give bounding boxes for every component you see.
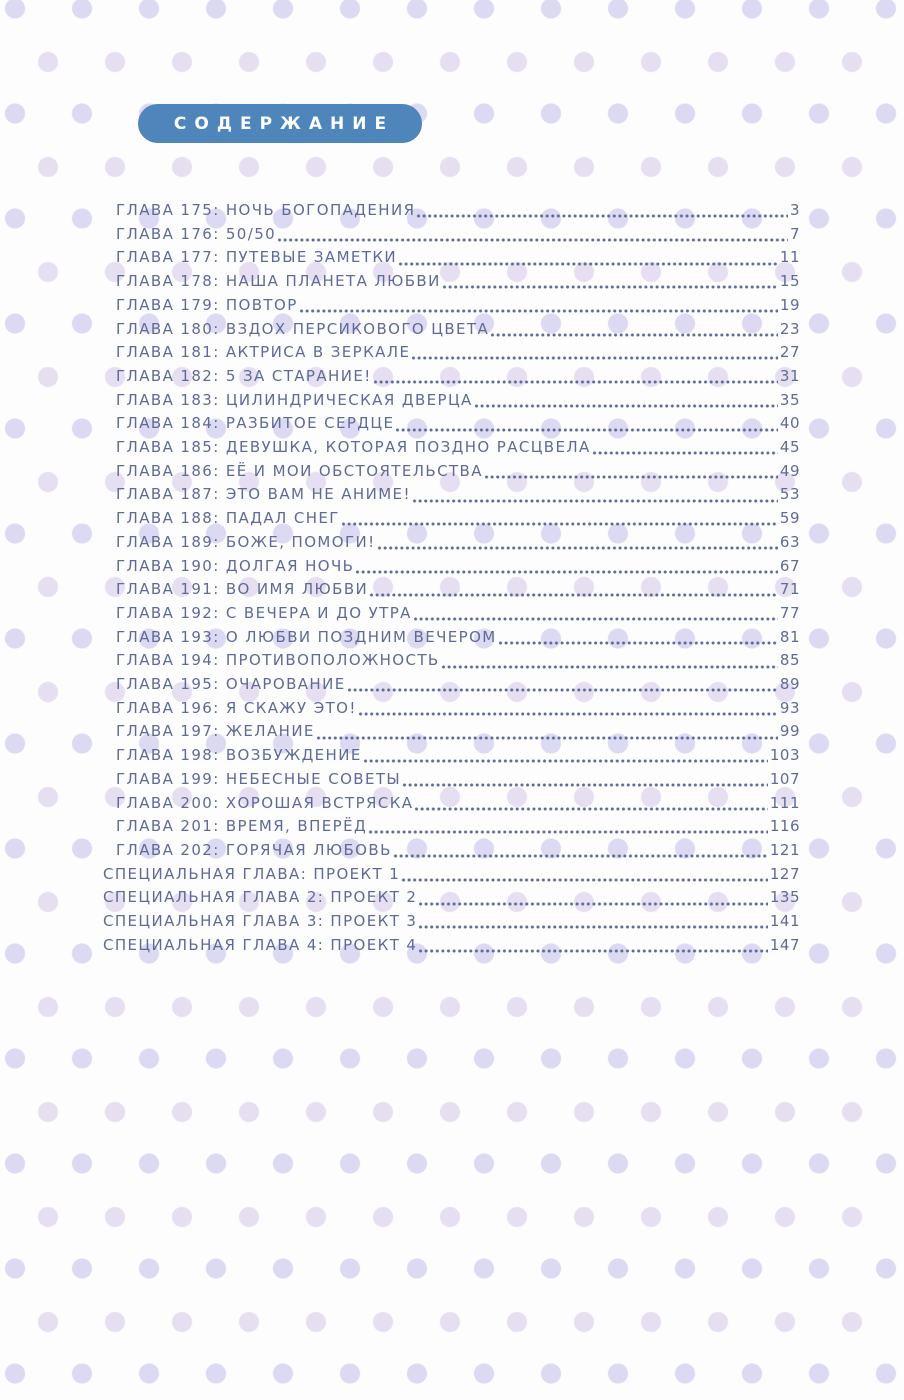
toc-entry-page: 7 bbox=[789, 224, 800, 243]
toc-entry-page: 63 bbox=[779, 532, 800, 551]
toc-entry-page: 111 bbox=[769, 793, 800, 812]
toc-entry bbox=[103, 318, 800, 342]
toc-entry bbox=[103, 815, 800, 839]
toc-dot-leader bbox=[299, 309, 778, 313]
toc-dot-leader bbox=[490, 333, 778, 337]
toc-entry-page: 40 bbox=[779, 414, 800, 433]
toc-entry-title: ГЛАВА 184: РАЗБИТОЕ СЕРДЦЕ bbox=[116, 414, 395, 433]
toc-entry bbox=[103, 460, 800, 484]
toc-entry-title: СПЕЦИАЛЬНАЯ ГЛАВА: ПРОЕКТ 1 bbox=[103, 864, 401, 883]
toc-entry-page: 107 bbox=[769, 769, 800, 788]
toc-entry bbox=[103, 697, 800, 721]
toc-entry bbox=[103, 294, 800, 318]
toc-entry-title: СПЕЦИАЛЬНАЯ ГЛАВА 2: ПРОЕКТ 2 bbox=[103, 888, 418, 907]
toc-dot-leader bbox=[498, 641, 778, 645]
toc-dot-leader bbox=[474, 404, 778, 408]
toc-entry-page: 116 bbox=[769, 817, 800, 836]
toc-entry-title: ГЛАВА 183: ЦИЛИНДРИЧЕСКАЯ ДВЕРЦА bbox=[116, 390, 473, 409]
toc-entry bbox=[103, 626, 800, 650]
toc-entry-page: 141 bbox=[769, 912, 800, 931]
toc-entry bbox=[103, 886, 800, 910]
toc-entry-title: ГЛАВА 176: 50/50 bbox=[116, 224, 277, 243]
toc-entry bbox=[103, 555, 800, 579]
toc-dot-leader bbox=[401, 878, 768, 882]
toc-entry-page: 67 bbox=[779, 556, 800, 575]
toc-dot-leader bbox=[411, 356, 778, 360]
toc-dot-leader bbox=[393, 854, 768, 858]
toc-entry bbox=[103, 910, 800, 934]
toc-entry-page: 127 bbox=[769, 864, 800, 883]
contents-badge bbox=[138, 104, 422, 143]
toc-entry-page: 147 bbox=[769, 935, 800, 954]
toc-entry bbox=[103, 389, 800, 413]
toc-entry bbox=[103, 768, 800, 792]
toc-entry bbox=[103, 602, 800, 626]
toc-entry-page: 71 bbox=[779, 580, 800, 599]
toc-entry-page: 35 bbox=[779, 390, 800, 409]
toc-entry-title: ГЛАВА 201: ВРЕМЯ, ВПЕРЁД bbox=[116, 817, 368, 836]
toc-entry-title: ГЛАВА 189: БОЖЕ, ПОМОГИ! bbox=[116, 532, 376, 551]
toc-entry-title: ГЛАВА 186: ЕЁ И МОИ ОБСТОЯТЕЛЬСТВА bbox=[116, 461, 483, 480]
toc-entry-page: 89 bbox=[779, 675, 800, 694]
toc-entry bbox=[103, 270, 800, 294]
toc-entry-page: 135 bbox=[769, 888, 800, 907]
toc-dot-leader bbox=[414, 807, 767, 811]
toc-entry bbox=[103, 246, 800, 270]
toc-entry-page: 93 bbox=[779, 698, 800, 717]
toc-entry-title: ГЛАВА 198: ВОЗБУЖДЕНИЕ bbox=[116, 746, 362, 765]
toc-entry-page: 59 bbox=[779, 509, 800, 528]
toc-entry-title: ГЛАВА 188: ПАДАЛ СНЕГ bbox=[116, 509, 340, 528]
toc-dot-leader bbox=[341, 522, 778, 526]
toc-entry-title: СПЕЦИАЛЬНАЯ ГЛАВА 3: ПРОЕКТ 3 bbox=[103, 912, 418, 931]
toc-entry-title: ГЛАВА 196: Я СКАЖУ ЭТО! bbox=[116, 698, 357, 717]
toc-entry-page: 11 bbox=[779, 248, 800, 267]
toc-dot-leader bbox=[368, 830, 768, 834]
toc-dot-leader bbox=[416, 214, 788, 218]
toc-dot-leader bbox=[418, 902, 767, 906]
toc-entry-page: 77 bbox=[779, 603, 800, 622]
toc-entry-title: ГЛАВА 191: ВО ИМЯ ЛЮБВИ bbox=[116, 580, 369, 599]
toc-entry-page: 49 bbox=[779, 461, 800, 480]
toc-dot-leader bbox=[418, 949, 767, 953]
toc-entry-title: ГЛАВА 177: ПУТЕВЫЕ ЗАМЕТКИ bbox=[116, 248, 398, 267]
toc-dot-leader bbox=[418, 925, 767, 929]
toc-entry bbox=[103, 412, 800, 436]
toc-dot-leader bbox=[395, 428, 778, 432]
toc-entry-page: 23 bbox=[779, 319, 800, 338]
toc-entry-title: ГЛАВА 193: О ЛЮБВИ ПОЗДНИМ ВЕЧЕРОМ bbox=[116, 627, 497, 646]
toc-entry-page: 99 bbox=[779, 722, 800, 741]
toc-entry bbox=[103, 863, 800, 887]
toc-entry bbox=[103, 341, 800, 365]
toc-dot-leader bbox=[412, 499, 778, 503]
toc-dot-leader bbox=[277, 238, 788, 242]
toc-entry-title: ГЛАВА 180: ВЗДОХ ПЕРСИКОВОГО ЦВЕТА bbox=[116, 319, 490, 338]
toc-dot-leader bbox=[442, 285, 778, 289]
toc-entry bbox=[103, 744, 800, 768]
toc-entry bbox=[103, 483, 800, 507]
toc-dot-leader bbox=[402, 783, 768, 787]
toc-entry-page: 15 bbox=[779, 272, 800, 291]
toc-entry-title: ГЛАВА 182: 5 ЗА СТАРАНИЕ! bbox=[116, 366, 372, 385]
toc-entry bbox=[103, 720, 800, 744]
toc-entry bbox=[103, 578, 800, 602]
toc-entry bbox=[103, 365, 800, 389]
toc-dot-leader bbox=[316, 736, 778, 740]
toc-dot-leader bbox=[413, 617, 778, 621]
toc-entry-title: ГЛАВА 200: ХОРОШАЯ ВСТРЯСКА bbox=[116, 793, 414, 812]
toc-entry-page: 31 bbox=[779, 366, 800, 385]
toc-entry-title: ГЛАВА 195: ОЧАРОВАНИЕ bbox=[116, 675, 346, 694]
toc-entry-title: ГЛАВА 197: ЖЕЛАНИЕ bbox=[116, 722, 315, 741]
toc-entry-title: ГЛАВА 192: С ВЕЧЕРА И ДО УТРА bbox=[116, 603, 412, 622]
toc-entry bbox=[103, 531, 800, 555]
toc-dot-leader bbox=[355, 570, 778, 574]
toc-dot-leader bbox=[398, 262, 778, 266]
toc-entry-title: СПЕЦИАЛЬНАЯ ГЛАВА 4: ПРОЕКТ 4 bbox=[103, 935, 418, 954]
toc-entry-page: 121 bbox=[769, 840, 800, 859]
toc-entry-title: ГЛАВА 194: ПРОТИВОПОЛОЖНОСТЬ bbox=[116, 651, 440, 670]
toc-entry-page: 103 bbox=[769, 746, 800, 765]
toc-entry bbox=[103, 199, 800, 223]
toc-entry bbox=[103, 223, 800, 247]
toc-entry bbox=[103, 649, 800, 673]
toc-entry-title: ГЛАВА 181: АКТРИСА В ЗЕРКАЛЕ bbox=[116, 343, 411, 362]
toc-entry-title: ГЛАВА 175: НОЧЬ БОГОПАДЕНИЯ bbox=[116, 201, 416, 219]
contents-badge-label: СОДЕРЖАНИЕ bbox=[173, 113, 395, 134]
toc-entry-title: ГЛАВА 190: ДОЛГАЯ НОЧЬ bbox=[116, 556, 355, 575]
toc-list bbox=[103, 199, 800, 958]
toc-dot-leader bbox=[377, 546, 778, 550]
toc-dot-leader bbox=[347, 688, 778, 692]
toc-entry-page: 53 bbox=[779, 485, 800, 504]
toc-entry-title: ГЛАВА 202: ГОРЯЧАЯ ЛЮБОВЬ bbox=[116, 840, 392, 859]
toc-dot-leader bbox=[358, 712, 778, 716]
toc-entry-page: 81 bbox=[779, 627, 800, 646]
toc-entry-title: ГЛАВА 187: ЭТО ВАМ НЕ АНИМЕ! bbox=[116, 485, 411, 504]
toc-dot-leader bbox=[363, 759, 768, 763]
toc-entry-page: 27 bbox=[779, 343, 800, 362]
toc-entry bbox=[103, 792, 800, 816]
toc-entry bbox=[103, 436, 800, 460]
toc-entry bbox=[103, 673, 800, 697]
toc-entry bbox=[103, 839, 800, 863]
toc-dot-leader bbox=[484, 475, 778, 479]
toc-entry-title: ГЛАВА 179: ПОВТОР bbox=[116, 295, 298, 314]
toc-entry bbox=[103, 934, 800, 958]
toc-dot-leader bbox=[592, 451, 778, 455]
toc-entry-page: 45 bbox=[779, 438, 800, 457]
toc-dot-leader bbox=[441, 665, 778, 669]
toc-entry bbox=[103, 507, 800, 531]
toc-entry-title: ГЛАВА 178: НАША ПЛАНЕТА ЛЮБВИ bbox=[116, 272, 441, 291]
toc-entry-page: 19 bbox=[779, 295, 800, 314]
toc-entry-title: ГЛАВА 185: ДЕВУШКА, КОТОРАЯ ПОЗДНО РАСЦВЕЛА bbox=[116, 438, 591, 457]
toc-dot-leader bbox=[373, 380, 778, 384]
toc-dot-leader bbox=[369, 593, 778, 597]
toc-entry-page: 3 bbox=[789, 201, 800, 219]
toc-entry-title: ГЛАВА 199: НЕБЕСНЫЕ СОВЕТЫ bbox=[116, 769, 402, 788]
toc-entry-page: 85 bbox=[779, 651, 800, 670]
